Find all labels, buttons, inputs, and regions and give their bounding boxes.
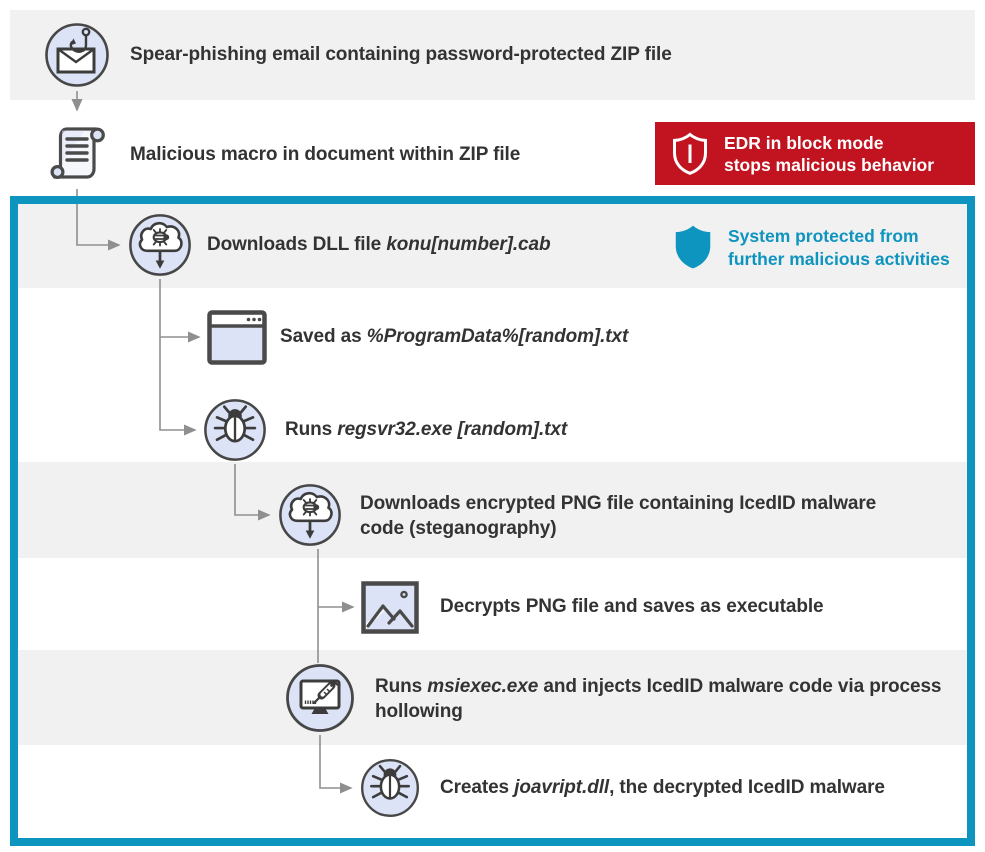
edr-block-line2: stops malicious behavior [724,154,935,175]
step-macro-label [130,144,520,166]
download-dll-filename: konu[number].cab [386,234,551,255]
step-phishing-label [130,44,672,66]
blocked-shield-icon [670,132,710,176]
run-regsvr-prefix: Runs [285,419,338,440]
phishing-email-icon [43,21,111,89]
step-download-png-label [360,491,920,541]
step-decrypt-png-label [440,596,823,618]
run-msiexec-prefix: Runs [375,676,428,697]
decrypt-png-text: Decrypts PNG file and saves as executable [440,596,824,617]
create-dll-suffix: , the decrypted IcedID malware [609,777,885,798]
run-regsvr-filename: regsvr32.exe [random].txt [337,419,568,440]
step-phishing-text: Spear-phishing email containing password-protected ZIP file [130,44,672,65]
system-protected-line2: further malicious activities [728,249,950,269]
run-msiexec-suffix: and injects IcedID malware code via process hollowing [375,676,942,722]
png-image-icon [361,581,419,634]
saved-as-filename: %ProgramData%[random].txt [366,326,629,347]
process-injection-icon [284,662,356,734]
malware-bug-icon [202,397,268,463]
edr-block-line1: EDR in block mode [724,132,884,153]
browser-window-icon [207,310,267,365]
icedid-bug-icon [359,757,421,819]
download-dll-prefix: Downloads DLL file [207,234,387,255]
saved-as-prefix: Saved as [280,326,367,347]
create-dll-filename: joavript.dll [514,777,610,798]
step-saved-as-label [280,326,628,348]
step-run-regsvr-label [285,419,567,441]
cloud-download-png-icon [277,482,343,548]
protected-shield-icon [672,224,714,270]
download-png-text: Downloads encrypted PNG file containing IcedID malware code (steganography) [360,493,877,539]
macro-scroll-icon [45,120,109,188]
edr-block-callout [655,122,975,185]
step-create-dll-label [440,777,885,799]
cloud-download-malware-icon [127,212,193,278]
step-run-msiexec-label [375,674,950,724]
run-msiexec-filename: msiexec.exe [427,676,539,697]
step-macro-text: Malicious macro in document within ZIP file [130,144,521,165]
system-protected-text [728,225,950,271]
edr-block-text [724,132,934,176]
create-dll-prefix: Creates [440,777,515,798]
step-download-dll-label [207,234,550,256]
system-protected-line1: System protected from [728,226,919,246]
